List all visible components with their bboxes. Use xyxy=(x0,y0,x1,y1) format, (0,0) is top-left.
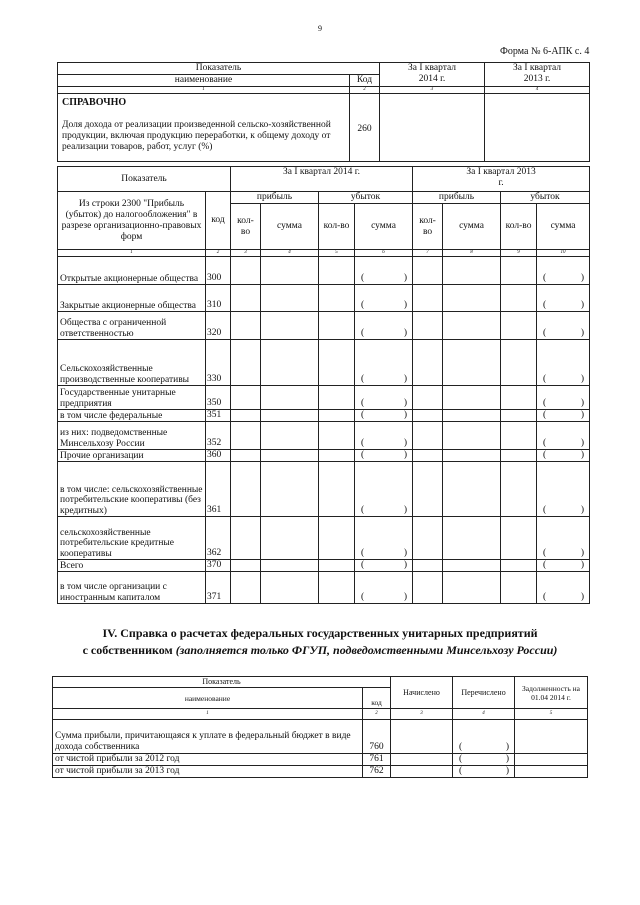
loss-sum-cell[interactable] xyxy=(355,285,413,312)
section-iv-title-line2 xyxy=(0,642,640,659)
table-row xyxy=(58,517,590,560)
value-cell[interactable] xyxy=(319,450,355,462)
row-label: в том числе организации с иностранным капиталом xyxy=(58,572,206,604)
profit-by-legal-form-table xyxy=(57,166,590,604)
paren-close: ) xyxy=(580,410,585,420)
value-cell[interactable] xyxy=(413,257,443,285)
transferred-cell[interactable] xyxy=(453,766,515,778)
t3-col-num: 1 xyxy=(53,709,363,720)
loss-sum-cell[interactable] xyxy=(355,410,413,422)
loss-sum-cell[interactable] xyxy=(537,422,590,450)
t1-header-period-2014: За I квартал 2014 г. xyxy=(380,63,485,87)
loss-sum-cell[interactable] xyxy=(537,572,590,604)
t2-col-num: 4 xyxy=(261,250,319,257)
t3-header-name: наименование xyxy=(53,688,363,709)
paren-close: ) xyxy=(403,328,408,338)
paren-wrap xyxy=(455,754,512,765)
paren-close: ) xyxy=(580,438,585,448)
row-label: Общества с ограниченной ответственностью xyxy=(58,312,206,340)
transferred-cell[interactable] xyxy=(453,720,515,754)
paren-close: ) xyxy=(580,398,585,408)
value-cell[interactable] xyxy=(261,560,319,572)
t1-header-indicator: Показатель xyxy=(58,63,380,75)
paren-close: ) xyxy=(403,273,408,283)
form-label: Форма № 6-АПК с. 4 xyxy=(500,46,590,57)
paren-open: ( xyxy=(543,300,547,310)
debt-cell[interactable] xyxy=(515,754,588,766)
loss-sum-cell[interactable] xyxy=(355,386,413,410)
row-label: сельскохозяйственные потребительские кредитные кооперативы xyxy=(58,517,206,560)
paren-open: ( xyxy=(459,754,463,764)
row-label: в том числе федеральные xyxy=(58,410,206,422)
value-cell[interactable] xyxy=(443,386,501,410)
value-cell[interactable] xyxy=(501,285,537,312)
loss-sum-cell[interactable] xyxy=(537,560,590,572)
paren-wrap xyxy=(357,450,410,461)
debt-cell[interactable] xyxy=(515,766,588,778)
table-row xyxy=(58,257,590,285)
paren-wrap xyxy=(539,560,587,571)
accrued-cell[interactable] xyxy=(391,754,453,766)
value-cell[interactable] xyxy=(501,572,537,604)
loss-sum-cell[interactable] xyxy=(355,450,413,462)
paren-wrap xyxy=(357,505,410,516)
paren-open: ( xyxy=(361,300,365,310)
table-row xyxy=(58,410,590,422)
value-cell[interactable] xyxy=(501,257,537,285)
table-row xyxy=(58,450,590,462)
row-code: 760 xyxy=(363,720,391,754)
paren-close: ) xyxy=(580,505,585,515)
paren-open: ( xyxy=(361,398,365,408)
value-cell[interactable] xyxy=(231,257,261,285)
page-number: 9 xyxy=(318,24,322,33)
value-cell[interactable] xyxy=(261,422,319,450)
row-label: от чистой прибыли за 2012 год xyxy=(53,754,363,766)
t2-header-profit: прибыль xyxy=(231,192,319,204)
paren-close: ) xyxy=(580,374,585,384)
value-cell[interactable] xyxy=(261,257,319,285)
t3-col-num: 4 xyxy=(453,709,515,720)
paren-wrap xyxy=(357,398,410,409)
row-code: 320 xyxy=(206,312,231,340)
paren-wrap xyxy=(539,548,587,559)
value-cell[interactable] xyxy=(261,462,319,517)
paren-close: ) xyxy=(403,548,408,558)
paren-wrap xyxy=(539,410,587,421)
value-cell[interactable] xyxy=(413,560,443,572)
t2-header-sum: сумма xyxy=(355,204,413,250)
value-cell[interactable] xyxy=(501,312,537,340)
value-cell[interactable] xyxy=(231,560,261,572)
paren-wrap xyxy=(357,374,410,385)
t1-value-2013[interactable] xyxy=(485,94,590,162)
row-code: 360 xyxy=(206,450,231,462)
paren-wrap xyxy=(357,410,410,421)
value-cell[interactable] xyxy=(231,312,261,340)
t2-header-qty: кол-во xyxy=(413,204,443,250)
value-cell[interactable] xyxy=(501,386,537,410)
row-label: Открытые акционерные общества xyxy=(58,257,206,285)
table-row xyxy=(58,560,590,572)
paren-open: ( xyxy=(361,505,365,515)
paren-wrap xyxy=(455,742,512,753)
value-cell[interactable] xyxy=(319,560,355,572)
loss-sum-cell[interactable] xyxy=(355,340,413,386)
paren-close: ) xyxy=(505,766,510,776)
t2-col-num: 3 xyxy=(231,250,261,257)
t3-col-num: 5 xyxy=(515,709,588,720)
t1-row-label xyxy=(58,94,350,162)
value-cell[interactable] xyxy=(319,285,355,312)
loss-sum-cell[interactable] xyxy=(537,257,590,285)
spravochno-heading: СПРАВОЧНО xyxy=(62,97,127,108)
paren-open: ( xyxy=(543,450,547,460)
value-cell[interactable] xyxy=(319,462,355,517)
value-cell[interactable] xyxy=(443,517,501,560)
loss-sum-cell[interactable] xyxy=(355,560,413,572)
row-code: 762 xyxy=(363,766,391,778)
row-label: Государственные унитарные предприятия xyxy=(58,386,206,410)
value-cell[interactable] xyxy=(413,410,443,422)
paren-open: ( xyxy=(459,766,463,776)
value-cell[interactable] xyxy=(413,422,443,450)
section-iv-title-line1: IV. Справка о расчетах федеральных государственных унитарных предприятий xyxy=(102,626,538,640)
loss-sum-cell[interactable] xyxy=(537,450,590,462)
loss-sum-cell[interactable] xyxy=(537,410,590,422)
value-cell[interactable] xyxy=(261,312,319,340)
row-code: 330 xyxy=(206,340,231,386)
t2-col-num: 9 xyxy=(501,250,537,257)
row-code: 310 xyxy=(206,285,231,312)
loss-sum-cell[interactable] xyxy=(537,312,590,340)
table-row xyxy=(53,766,588,778)
t2-header-loss: убыток xyxy=(501,192,590,204)
paren-wrap xyxy=(357,560,410,571)
value-cell[interactable] xyxy=(501,462,537,517)
value-cell[interactable] xyxy=(261,572,319,604)
t2-col-num: 5 xyxy=(319,250,355,257)
row-label: Закрытые акционерные общества xyxy=(58,285,206,312)
t2-col-num: 6 xyxy=(355,250,413,257)
value-cell[interactable] xyxy=(261,410,319,422)
t1-col-num: 1 xyxy=(58,87,350,94)
value-cell[interactable] xyxy=(261,386,319,410)
paren-open: ( xyxy=(543,328,547,338)
value-cell[interactable] xyxy=(413,386,443,410)
value-cell[interactable] xyxy=(413,312,443,340)
loss-sum-cell[interactable] xyxy=(355,422,413,450)
paren-open: ( xyxy=(543,410,547,420)
row-code: 361 xyxy=(206,462,231,517)
paren-open: ( xyxy=(543,438,547,448)
value-cell[interactable] xyxy=(501,410,537,422)
row-label: от чистой прибыли за 2013 год xyxy=(53,766,363,778)
value-cell[interactable] xyxy=(231,285,261,312)
paren-wrap xyxy=(455,766,512,777)
paren-wrap xyxy=(539,273,587,284)
paren-wrap xyxy=(357,273,410,284)
transferred-cell[interactable] xyxy=(453,754,515,766)
loss-sum-cell[interactable] xyxy=(355,312,413,340)
paren-close: ) xyxy=(505,742,510,752)
t2-header-description: Из строки 2300 "Прибыль (убыток) до налогообложения" в разрезе организационно-правовых форм xyxy=(58,192,206,250)
value-cell[interactable] xyxy=(319,312,355,340)
value-cell[interactable] xyxy=(319,410,355,422)
row-code: 362 xyxy=(206,517,231,560)
t2-col-num: 7 xyxy=(413,250,443,257)
value-cell[interactable] xyxy=(319,517,355,560)
t2-header-qty: кол-во xyxy=(319,204,355,250)
value-cell[interactable] xyxy=(319,422,355,450)
t3-header-debt: Задолженность на 01.04 2014 г. xyxy=(515,677,588,709)
paren-close: ) xyxy=(505,754,510,764)
paren-open: ( xyxy=(361,410,365,420)
value-cell[interactable] xyxy=(443,312,501,340)
loss-sum-cell[interactable] xyxy=(537,386,590,410)
accrued-cell[interactable] xyxy=(391,720,453,754)
t2-header-qty: кол-во xyxy=(501,204,537,250)
value-cell[interactable] xyxy=(413,450,443,462)
value-cell[interactable] xyxy=(443,285,501,312)
t3-header-code: код xyxy=(363,688,391,709)
owner-settlements-table xyxy=(52,676,588,778)
value-cell[interactable] xyxy=(501,450,537,462)
paren-wrap xyxy=(357,300,410,311)
paren-close: ) xyxy=(580,592,585,602)
reference-share-table xyxy=(57,62,590,162)
paren-wrap xyxy=(357,438,410,449)
t3-col-num: 2 xyxy=(363,709,391,720)
t3-header-transferred: Перечислено xyxy=(453,677,515,709)
row-label: Сумма прибыли, причитающаяся к уплате в федеральный бюджет в виде дохода собственника xyxy=(53,720,363,754)
paren-close: ) xyxy=(580,273,585,283)
value-cell[interactable] xyxy=(231,462,261,517)
paren-wrap xyxy=(539,505,587,516)
value-cell[interactable] xyxy=(413,572,443,604)
value-cell[interactable] xyxy=(231,340,261,386)
t2-col-num: 8 xyxy=(443,250,501,257)
paren-wrap xyxy=(539,300,587,311)
value-cell[interactable] xyxy=(443,572,501,604)
t2-header-sum: сумма xyxy=(261,204,319,250)
section-iv-title xyxy=(0,625,640,659)
table-row xyxy=(58,386,590,410)
value-cell[interactable] xyxy=(443,450,501,462)
paren-open: ( xyxy=(361,438,365,448)
value-cell[interactable] xyxy=(261,517,319,560)
paren-close: ) xyxy=(403,450,408,460)
paren-wrap xyxy=(539,398,587,409)
paren-open: ( xyxy=(361,560,365,570)
t1-header-code: Код xyxy=(350,75,380,87)
row-label: из них: подведомственные Минсельхозу России xyxy=(58,422,206,450)
paren-close: ) xyxy=(403,374,408,384)
paren-open: ( xyxy=(543,592,547,602)
paren-wrap xyxy=(539,592,587,603)
row-code: 761 xyxy=(363,754,391,766)
paren-wrap xyxy=(357,328,410,339)
t2-col-num: 1 xyxy=(58,250,206,257)
loss-sum-cell[interactable] xyxy=(537,517,590,560)
t2-header-code: код xyxy=(206,192,231,250)
row-code: 370 xyxy=(206,560,231,572)
t2-header-sum: сумма xyxy=(443,204,501,250)
paren-close: ) xyxy=(403,560,408,570)
value-cell[interactable] xyxy=(413,462,443,517)
value-cell[interactable] xyxy=(501,560,537,572)
value-cell[interactable] xyxy=(231,450,261,462)
paren-wrap xyxy=(539,438,587,449)
t1-row-code: 260 xyxy=(350,94,380,162)
paren-open: ( xyxy=(543,273,547,283)
t1-value-2014[interactable] xyxy=(380,94,485,162)
value-cell[interactable] xyxy=(443,257,501,285)
value-cell[interactable] xyxy=(261,340,319,386)
value-cell[interactable] xyxy=(231,517,261,560)
paren-open: ( xyxy=(543,505,547,515)
loss-sum-cell[interactable] xyxy=(355,517,413,560)
paren-wrap xyxy=(357,592,410,603)
value-cell[interactable] xyxy=(443,560,501,572)
value-cell[interactable] xyxy=(319,386,355,410)
value-cell[interactable] xyxy=(501,340,537,386)
row-code: 352 xyxy=(206,422,231,450)
paren-close: ) xyxy=(580,450,585,460)
row-code: 350 xyxy=(206,386,231,410)
income-share-label: Доля дохода от реализации произведенной сельско-хозяйственной продукции, включая продукцию переработки, к общему доходу от реализации товаров, работ, услуг (%) xyxy=(62,120,331,152)
loss-sum-cell[interactable] xyxy=(537,285,590,312)
value-cell[interactable] xyxy=(413,517,443,560)
row-label: Всего xyxy=(58,560,206,572)
value-cell[interactable] xyxy=(319,340,355,386)
paren-open: ( xyxy=(543,560,547,570)
paren-open: ( xyxy=(459,742,463,752)
paren-close: ) xyxy=(403,438,408,448)
value-cell[interactable] xyxy=(231,386,261,410)
t3-header-accrued: Начислено xyxy=(391,677,453,709)
value-cell[interactable] xyxy=(413,340,443,386)
value-cell[interactable] xyxy=(413,285,443,312)
paren-close: ) xyxy=(403,300,408,310)
value-cell[interactable] xyxy=(261,285,319,312)
row-label: Прочие организации xyxy=(58,450,206,462)
value-cell[interactable] xyxy=(443,462,501,517)
row-label: в том числе: сельскохозяйственные потребительские кооперативы (без кредитных) xyxy=(58,462,206,517)
row-code: 300 xyxy=(206,257,231,285)
t2-header-period-2014: За I квартал 2014 г. xyxy=(231,167,413,192)
t1-header-name: наименование xyxy=(58,75,350,87)
row-code: 371 xyxy=(206,572,231,604)
paren-open: ( xyxy=(361,450,365,460)
paren-open: ( xyxy=(361,592,365,602)
paren-wrap xyxy=(357,548,410,559)
value-cell[interactable] xyxy=(443,410,501,422)
t2-header-sum: сумма xyxy=(537,204,590,250)
paren-open: ( xyxy=(361,273,365,283)
paren-close: ) xyxy=(580,548,585,558)
paren-wrap xyxy=(539,374,587,385)
accrued-cell[interactable] xyxy=(391,766,453,778)
paren-open: ( xyxy=(361,548,365,558)
paren-open: ( xyxy=(543,548,547,558)
value-cell[interactable] xyxy=(443,422,501,450)
loss-sum-cell[interactable] xyxy=(537,340,590,386)
t3-col-num: 3 xyxy=(391,709,453,720)
t3-header-indicator: Показатель xyxy=(53,677,391,688)
debt-cell[interactable] xyxy=(515,720,588,754)
t1-col-num: 2 xyxy=(350,87,380,94)
t2-header-period-2013: За I квартал 2013 г. xyxy=(413,167,590,192)
paren-open: ( xyxy=(361,374,365,384)
loss-sum-cell[interactable] xyxy=(355,572,413,604)
paren-open: ( xyxy=(543,374,547,384)
paren-open: ( xyxy=(361,328,365,338)
value-cell[interactable] xyxy=(501,422,537,450)
value-cell[interactable] xyxy=(319,257,355,285)
value-cell[interactable] xyxy=(261,450,319,462)
table-row xyxy=(58,422,590,450)
row-label: Сельскохозяйственные производственные кооперативы xyxy=(58,340,206,386)
paren-open: ( xyxy=(543,398,547,408)
paren-wrap xyxy=(539,450,587,461)
section-iv-title-note: (заполняется только ФГУП, подведомственными Минсельхозу России) xyxy=(175,643,558,657)
table-row xyxy=(58,285,590,312)
paren-wrap xyxy=(539,328,587,339)
t1-col-num: 4 xyxy=(485,87,590,94)
loss-sum-cell[interactable] xyxy=(355,257,413,285)
t2-col-num: 10 xyxy=(537,250,590,257)
paren-close: ) xyxy=(403,398,408,408)
value-cell[interactable] xyxy=(231,422,261,450)
paren-close: ) xyxy=(580,560,585,570)
table-row xyxy=(58,340,590,386)
paren-close: ) xyxy=(403,592,408,602)
t2-header-profit: прибыль xyxy=(413,192,501,204)
value-cell[interactable] xyxy=(231,572,261,604)
table-row xyxy=(53,720,588,754)
row-code: 351 xyxy=(206,410,231,422)
paren-close: ) xyxy=(580,300,585,310)
table-row xyxy=(58,312,590,340)
section-iv-title-owner: с собственником xyxy=(82,643,173,657)
t2-header-loss: убыток xyxy=(319,192,413,204)
t2-col-num: 2 xyxy=(206,250,231,257)
loss-sum-cell[interactable] xyxy=(355,462,413,517)
table-row xyxy=(58,572,590,604)
value-cell[interactable] xyxy=(319,572,355,604)
t2-header-indicator: Показатель xyxy=(58,167,231,192)
loss-sum-cell[interactable] xyxy=(537,462,590,517)
paren-close: ) xyxy=(580,328,585,338)
table-row xyxy=(58,462,590,517)
value-cell[interactable] xyxy=(501,517,537,560)
t1-col-num: 3 xyxy=(380,87,485,94)
value-cell[interactable] xyxy=(443,340,501,386)
t1-header-period-2013: За I квартал 2013 г. xyxy=(485,63,590,87)
value-cell[interactable] xyxy=(231,410,261,422)
table-row xyxy=(53,754,588,766)
paren-close: ) xyxy=(403,410,408,420)
t2-header-qty: кол-во xyxy=(231,204,261,250)
paren-close: ) xyxy=(403,505,408,515)
